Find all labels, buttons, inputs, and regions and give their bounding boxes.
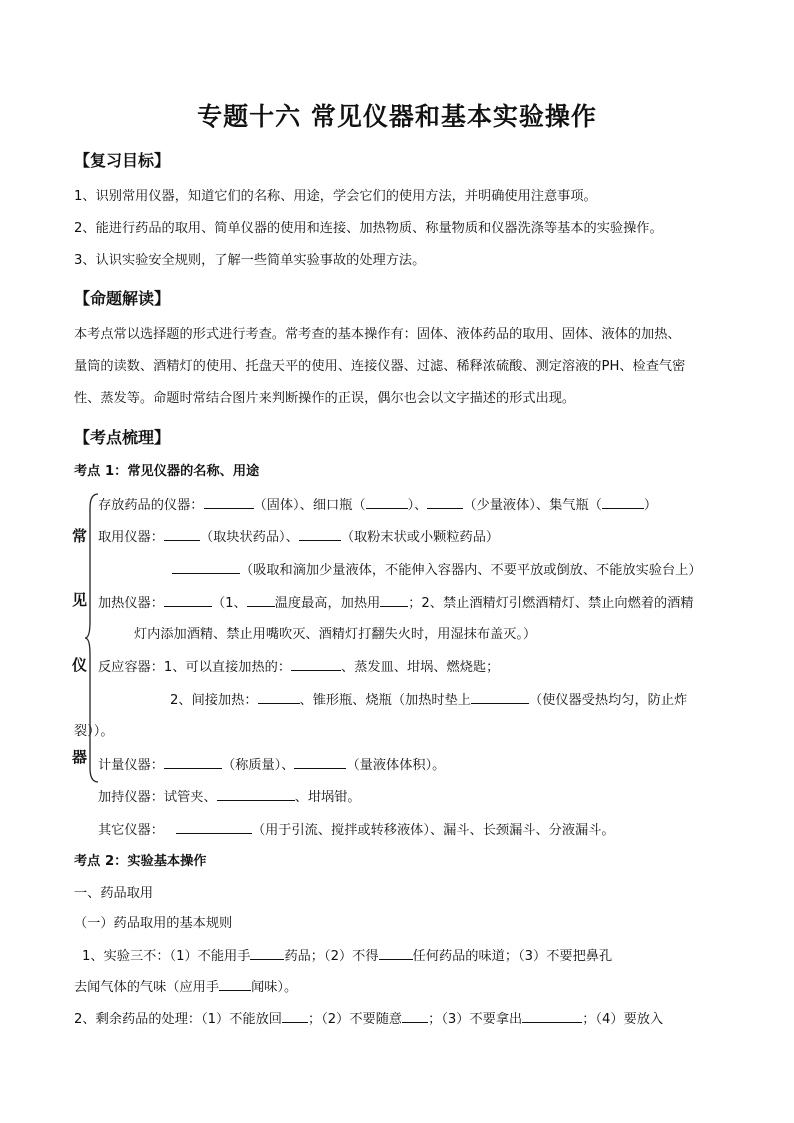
kaodian-1-heading: 考点 1：常见仪器的名称、用途 bbox=[74, 464, 260, 479]
rule-text: 药品；（2）不得 bbox=[284, 949, 379, 964]
take-text: （取粉末状或小颗粒药品） bbox=[340, 530, 500, 545]
take-text: （取块状药品）、 bbox=[199, 530, 299, 545]
rule-text: ；（4）要放入 bbox=[582, 1012, 664, 1027]
fill-blank[interactable] bbox=[471, 692, 529, 704]
take-label: 取用仪器： bbox=[98, 530, 164, 545]
store-text: ）、 bbox=[407, 498, 428, 513]
heat-text: 温度最高，加热用 bbox=[274, 596, 381, 611]
react-text: 、锥形瓶、烧瓶（加热时垫上 bbox=[299, 693, 471, 708]
goal-item: 1、识别常用仪器，知道它们的名称、用途，学会它们的使用方法，并明确使用注意事项。 bbox=[74, 189, 597, 204]
fill-blank[interactable] bbox=[176, 822, 252, 834]
react-line-1 bbox=[98, 659, 499, 676]
clamp-line bbox=[98, 789, 361, 806]
react-label: 反应容器：1、可以直接加热的： bbox=[98, 660, 292, 675]
heat-text: （1、 bbox=[211, 596, 247, 611]
clamp-text: 加持仪器：试管夹、 bbox=[98, 790, 217, 805]
fill-blank[interactable] bbox=[366, 497, 408, 509]
rule-text: 闻味）。 bbox=[251, 980, 298, 995]
measure-text: （称质量）、 bbox=[221, 758, 295, 773]
page-title: 专题十六 常见仪器和基本实验操作 bbox=[197, 102, 597, 131]
react-text: 2、间接加热： bbox=[170, 693, 258, 708]
measure-line bbox=[98, 757, 445, 774]
goal-item: 2、能进行药品的取用、简单仪器的使用和连接、加热物质、称量物质和仪器洗涤等基本的实验操作。 bbox=[74, 221, 663, 236]
side-char: 仪 bbox=[72, 656, 88, 674]
store-label: 存放药品的仪器： bbox=[98, 498, 204, 513]
rule-text: ；（2）不要随意 bbox=[308, 1012, 403, 1027]
react-line-3: 裂））。 bbox=[74, 724, 114, 739]
section-heading-interpret: 【命题解读】 bbox=[74, 289, 171, 308]
other-label: 其它仪器： bbox=[98, 823, 164, 838]
measure-label: 计量仪器： bbox=[98, 758, 164, 773]
fill-blank[interactable] bbox=[164, 529, 200, 541]
fill-blank[interactable] bbox=[250, 948, 284, 960]
react-text: （使仪器受热均匀，防止炸 bbox=[528, 693, 688, 708]
fill-blank[interactable] bbox=[380, 595, 408, 607]
fill-blank[interactable] bbox=[427, 497, 463, 509]
rule-text: ；（3）不要拿出 bbox=[428, 1012, 523, 1027]
goal-item: 3、认识实验安全规则，了解一些简单实验事故的处理方法。 bbox=[74, 253, 426, 268]
fill-blank[interactable] bbox=[164, 757, 222, 769]
store-line bbox=[98, 497, 657, 514]
heat-line bbox=[98, 595, 694, 612]
rule-text: 任何药品的味道；（3）不要把鼻孔 bbox=[412, 949, 613, 964]
fill-blank[interactable] bbox=[379, 948, 413, 960]
drop-line bbox=[172, 562, 702, 579]
fill-blank[interactable] bbox=[402, 1011, 428, 1023]
interpret-line: 量筒的读数、酒精灯的使用、托盘天平的使用、连接仪器、过滤、稀释浓硫酸、测定溶液的PH、检查气密 bbox=[74, 359, 686, 374]
side-char: 常 bbox=[72, 527, 88, 545]
rule-1-line bbox=[82, 948, 612, 965]
react-line-2 bbox=[170, 692, 687, 709]
interpret-line: 本考点常以选择题的形式进行考查。常考查的基本操作有：固体、液体药品的取用、固体、液体的加热、 bbox=[74, 327, 681, 342]
fill-blank[interactable] bbox=[602, 497, 644, 509]
fill-blank[interactable] bbox=[247, 595, 275, 607]
interpret-line: 性、蒸发等。命题时常结合图片来判断操作的正误，偶尔也会以文字描述的形式出现。 bbox=[74, 391, 576, 406]
fill-blank[interactable] bbox=[204, 497, 254, 509]
heat-text: ；2、禁止酒精灯引燃酒精灯、禁止向燃着的酒精 bbox=[408, 596, 694, 611]
store-text: （少量液体）、集气瓶（ bbox=[463, 498, 602, 513]
fill-blank[interactable] bbox=[299, 529, 341, 541]
heat-label: 加热仪器： bbox=[98, 596, 164, 611]
rule-text: 2、剩余药品的处理：（1）不能放回 bbox=[74, 1012, 282, 1027]
fill-blank[interactable] bbox=[164, 595, 212, 607]
fill-blank[interactable] bbox=[294, 757, 346, 769]
drop-text: （吸取和滴加少量液体，不能伸入容器内、不要平放或倒放、不能放实验台上） bbox=[240, 563, 702, 578]
react-text: 、蒸发皿、坩埚、燃烧匙； bbox=[341, 660, 500, 675]
section-heading-goals: 【复习目标】 bbox=[74, 151, 171, 170]
measure-text: （量液体体积）。 bbox=[346, 758, 446, 773]
rule-2-line bbox=[74, 1011, 663, 1028]
subheading: 一、药品取用 bbox=[74, 886, 154, 901]
kaodian-2-heading: 考点 2：实验基本操作 bbox=[74, 854, 207, 869]
take-line bbox=[98, 529, 499, 546]
fill-blank[interactable] bbox=[258, 692, 300, 704]
fill-blank[interactable] bbox=[217, 789, 295, 801]
side-char: 见 bbox=[72, 591, 88, 609]
fill-blank[interactable] bbox=[172, 562, 240, 574]
heat-line-2: 灯内添加酒精、禁止用嘴吹灭、酒精灯打翻失火时，用湿抹布盖灭。） bbox=[134, 627, 537, 642]
side-char: 器 bbox=[72, 748, 88, 766]
rule-text: 1、实验三不：（1）不能用手 bbox=[82, 949, 251, 964]
fill-blank[interactable] bbox=[282, 1011, 308, 1023]
subheading: （一）药品取用的基本规则 bbox=[74, 916, 233, 931]
clamp-text: 、坩埚钳。 bbox=[294, 790, 361, 805]
fill-blank[interactable] bbox=[522, 1011, 582, 1023]
other-text: （用于引流、搅拌或转移液体）、漏斗、长颈漏斗、分液漏斗。 bbox=[251, 823, 615, 838]
fill-blank[interactable] bbox=[219, 979, 251, 991]
store-text: （固体）、细口瓶（ bbox=[253, 498, 366, 513]
rule-1b-line bbox=[74, 979, 297, 996]
rule-text: 去闻气体的气味（应用手 bbox=[74, 980, 220, 995]
store-text: ） bbox=[643, 498, 658, 513]
other-line bbox=[98, 822, 615, 839]
fill-blank[interactable] bbox=[291, 659, 341, 671]
section-heading-points: 【考点梳理】 bbox=[74, 428, 171, 447]
